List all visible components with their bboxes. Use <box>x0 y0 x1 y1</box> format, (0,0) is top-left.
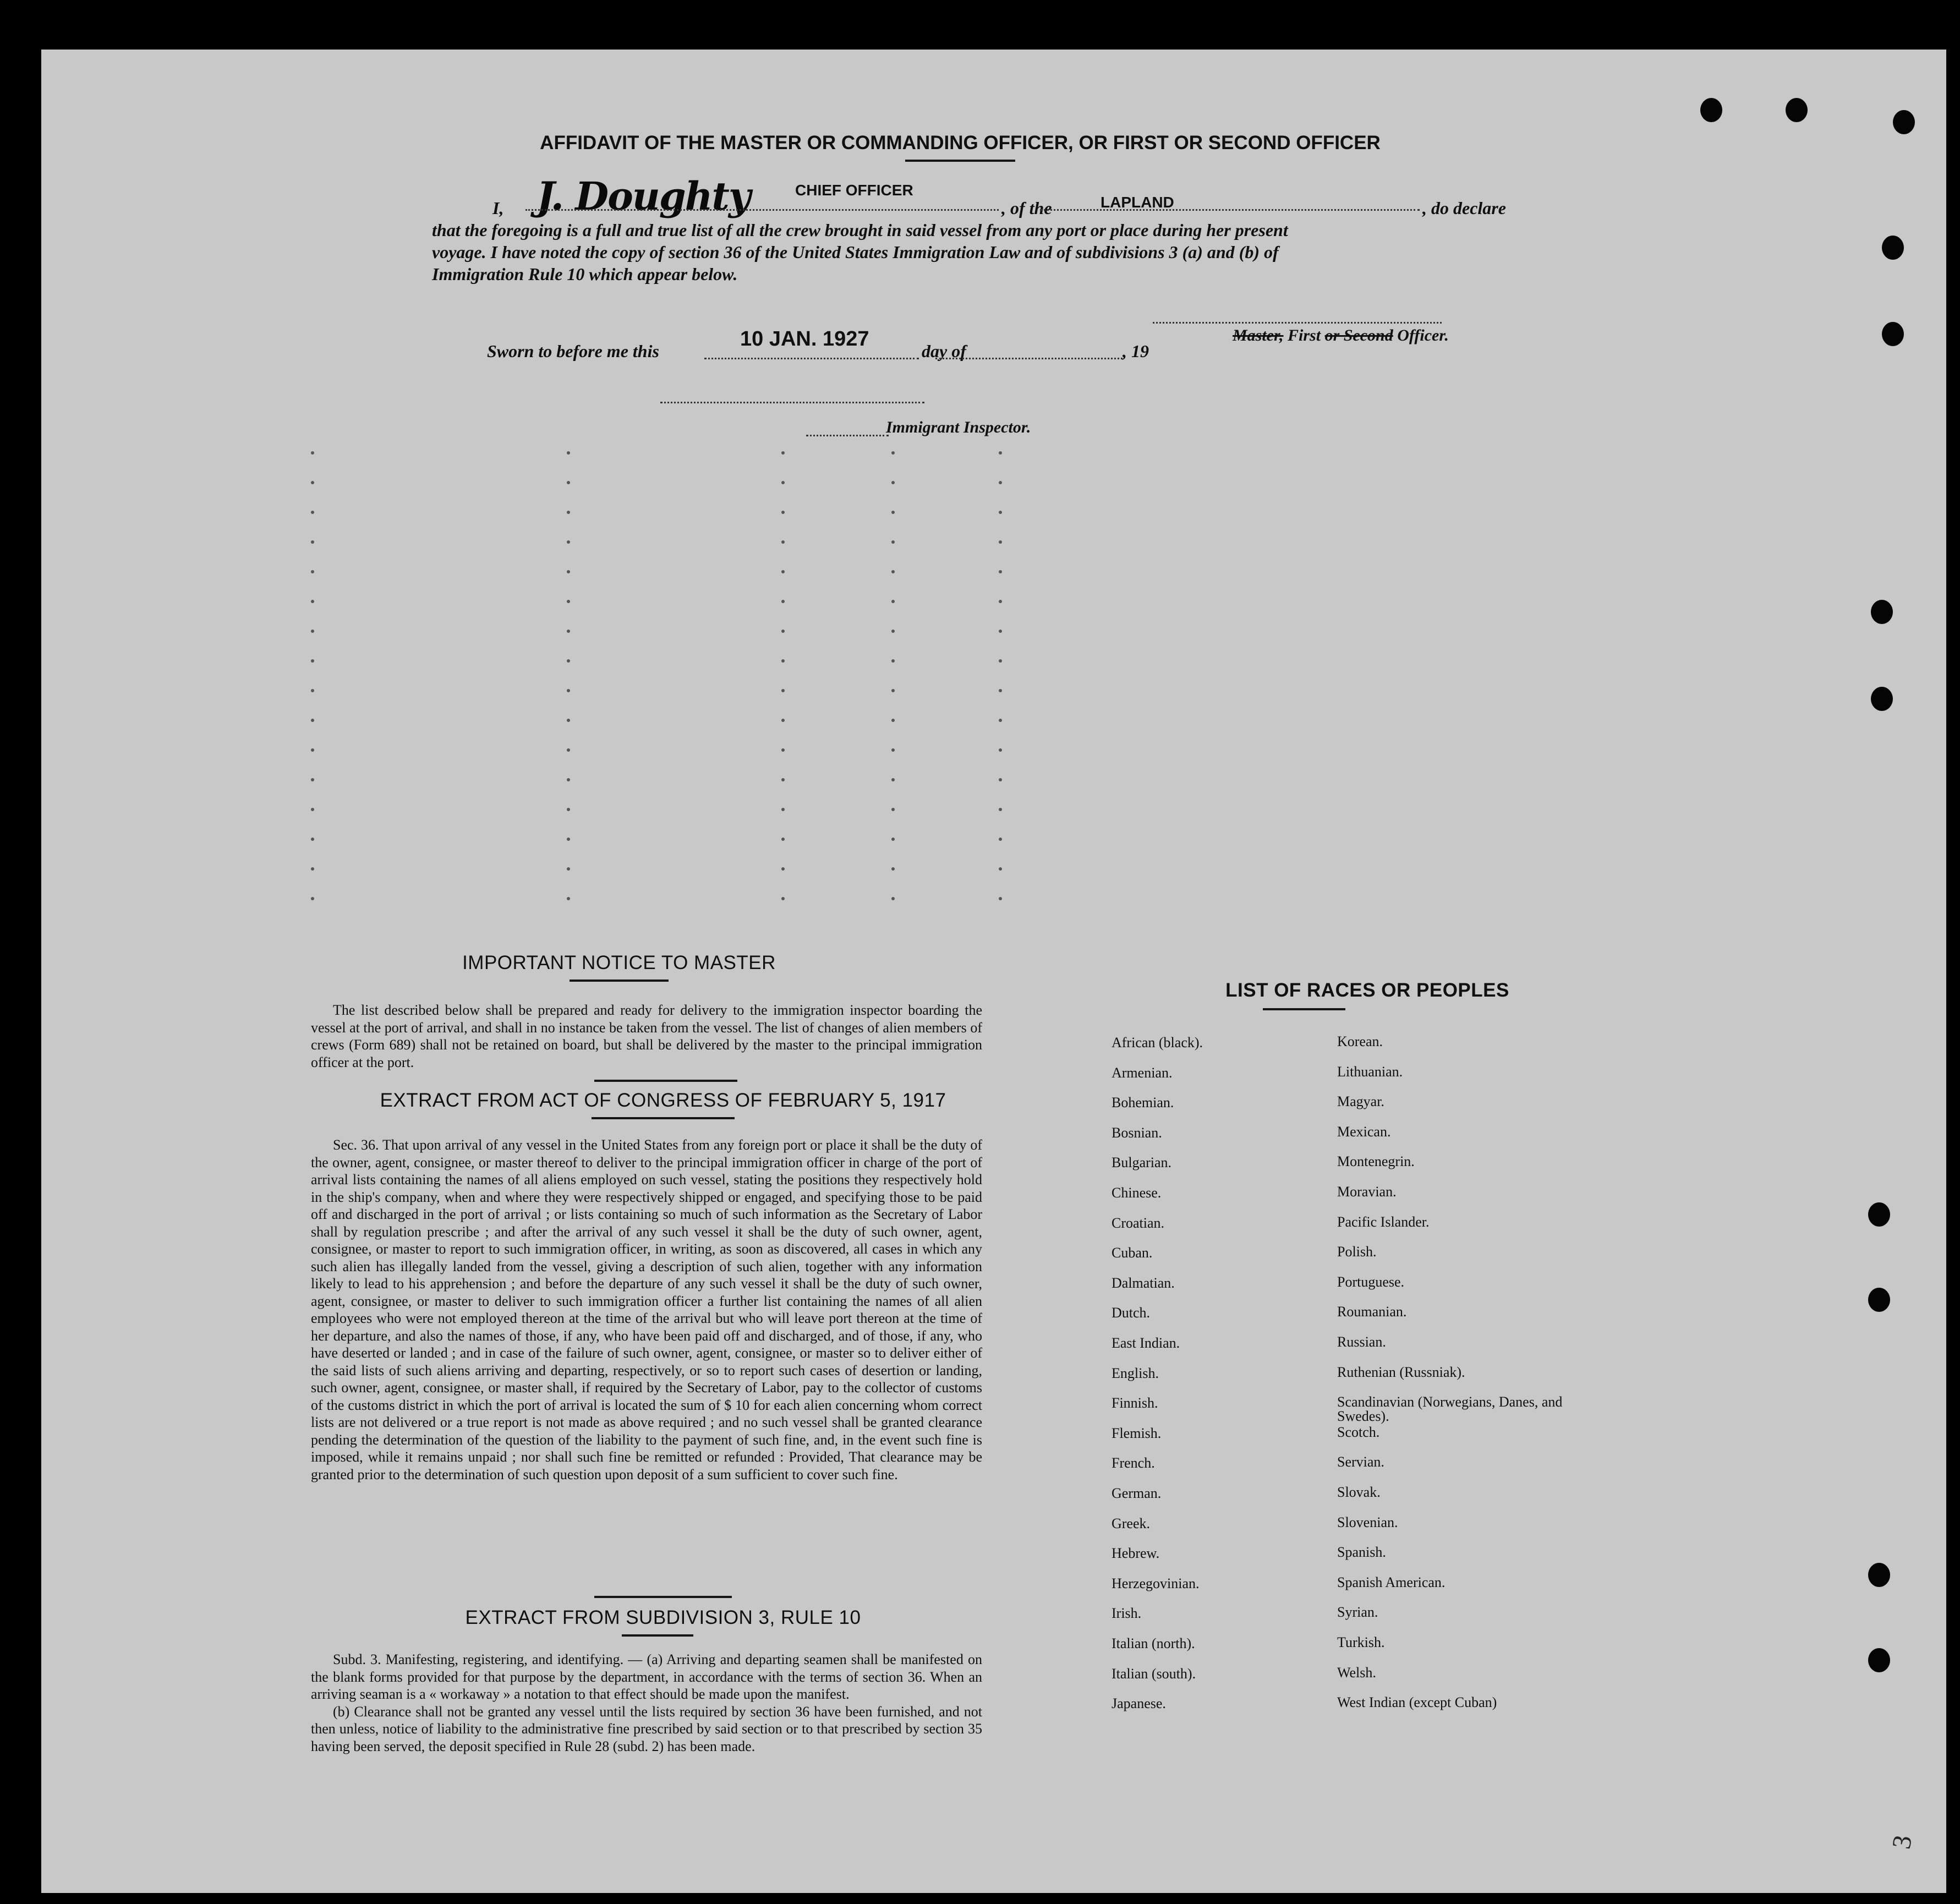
races-title: LIST OF RACES OR PEOPLES <box>1225 980 1509 1001</box>
race-entry: Dalmatian. <box>1112 1274 1175 1291</box>
bleed-dot <box>567 719 570 722</box>
year-label: , 19 <box>1123 341 1149 361</box>
bleed-dot <box>567 808 570 811</box>
struck-second: or Second <box>1324 326 1393 344</box>
bleed-dot <box>567 540 570 544</box>
bleed-dot <box>891 540 895 544</box>
binder-hole <box>1893 110 1915 134</box>
race-entry: Scandinavian (Norwegians, Danes, and Swedes). <box>1337 1394 1563 1425</box>
race-entry: Armenian. <box>1112 1064 1173 1081</box>
bleed-dot <box>311 808 314 811</box>
bleed-dot <box>781 808 785 811</box>
bleed-dot <box>891 600 895 603</box>
bleed-dot <box>781 748 785 752</box>
bleed-dot <box>311 600 314 603</box>
binder-hole <box>1882 322 1904 346</box>
bleed-dot <box>781 838 785 841</box>
bleed-dot <box>891 481 895 484</box>
bleed-dot <box>999 540 1002 544</box>
affidavit-line-2: that the foregoing is a full and true list of all the crew brought in said vessel from any port or place during her present <box>432 220 1288 240</box>
bleed-dot <box>311 570 314 573</box>
bleed-through-marks <box>41 50 1946 1893</box>
bleed-dot <box>781 540 785 544</box>
rank-stamp: CHIEF OFFICER <box>795 182 913 199</box>
officer-suffix: Officer. <box>1397 326 1449 344</box>
bleed-dot <box>567 481 570 484</box>
race-entry: Bulgarian. <box>1112 1155 1172 1171</box>
bleed-dot <box>781 719 785 722</box>
affidavit-title: AFFIDAVIT OF THE MASTER OR COMMANDING OFFICER, OR FIRST OR SECOND OFFICER <box>540 132 1381 154</box>
bleed-dot <box>999 570 1002 573</box>
bleed-dot <box>781 897 785 900</box>
bleed-dot <box>311 511 314 514</box>
race-entry: Spanish American. <box>1337 1574 1446 1590</box>
bleed-dot <box>999 630 1002 633</box>
race-entry: Russian. <box>1337 1334 1386 1350</box>
bleed-dot <box>567 689 570 692</box>
affidavit-i-label: I, <box>492 198 504 218</box>
bleed-dot <box>781 689 785 692</box>
bleed-dot <box>311 838 314 841</box>
document-sheet <box>41 50 1946 1893</box>
bleed-dot <box>311 897 314 900</box>
bleed-dot <box>999 897 1002 900</box>
race-entry: Slovak. <box>1337 1484 1381 1500</box>
race-entry: Scotch. <box>1337 1424 1380 1440</box>
race-entry: French. <box>1112 1455 1155 1471</box>
bleed-dot <box>891 570 895 573</box>
race-entry: Ruthenian (Russniak). <box>1337 1364 1465 1380</box>
corner-mark: 3 <box>1886 1833 1918 1851</box>
bleed-dot <box>999 600 1002 603</box>
bleed-dot <box>891 867 895 871</box>
bleed-dot <box>781 451 785 455</box>
race-entry: Lithuanian. <box>1337 1063 1403 1080</box>
bleed-dot <box>999 808 1002 811</box>
race-entry: Dutch. <box>1112 1305 1151 1321</box>
bleed-dot <box>311 659 314 663</box>
bleed-dot <box>311 778 314 781</box>
race-entry: Servian. <box>1337 1454 1384 1470</box>
race-entry: Spanish. <box>1337 1544 1386 1561</box>
race-entry: Finnish. <box>1112 1395 1158 1411</box>
race-entry: Flemish. <box>1112 1425 1162 1441</box>
bleed-dot <box>781 600 785 603</box>
race-entry: Greek. <box>1112 1515 1151 1531</box>
bleed-dot <box>567 570 570 573</box>
race-entry: Mexican. <box>1337 1123 1391 1140</box>
bleed-dot <box>999 659 1002 663</box>
race-entry: Pacific Islander. <box>1337 1213 1430 1230</box>
race-entry: Portuguese. <box>1337 1273 1405 1290</box>
bleed-dot <box>891 451 895 455</box>
inspector-label: Immigrant Inspector. <box>886 418 1031 436</box>
bleed-dot <box>567 838 570 841</box>
act-paragraph: Sec. 36. That upon arrival of any vessel in the United States from any foreign port or place it shall be the duty of the owner, agent, consignee, or master thereof to deliver to the principal immigration officer in charge of the port of arrival lists containing the names of all aliens employed on such vessel, stating the positions they respectively hold in the ship's company, when and where they were respectively shipped or engaged, and specifying those to be paid off and discharged in the port of arrival ; or lists containing so much of such information as the Secretary of Labor shall by regulation prescribe ; and after the arrival of any such vessel it shall be the duty of such owner, agent, consignee, or master to report to such immigration officer, in writing, as soon as discovered, all cases in which any such alien has illegally landed from the vessel, giving a description of such alien, together with any information likely to lead to his apprehension ; and before the departure of any such vessel it shall be the duty of such owner, agent, consignee, or master to deliver to such immigration officer a further list containing the names of all alien employees who were not employed thereon at the time of the arrival but who will leave port thereon at the time of her departure, and also the names of those, if any, who have been paid off and discharged, and of those, if any, who have deserted or landed ; and in case of the failure of such owner, agent, consignee, or master so to deliver either of the said lists of such aliens arriving and departing, respectively, or so to report such cases of desertion or landing, such owner, agent, consignee, or master shall, if required by the Secretary of Labor, pay to the collector of customs of the customs district in which the port of arrival is located the sum of $ 10 for each alien concerning whom correct lists are not delivered or a true report is not made as above required ; and no such vessel shall be granted clearance pending the determination of the question of the liability to the payment of such fine, and, in the event such fine is imposed, while it remains unpaid ; nor shall such fine be remitted or refunded : Provided, That clearance may be granted prior to the determination of such question upon deposit of a sum sufficient to cover such fine. <box>311 1137 982 1482</box>
bleed-dot <box>999 838 1002 841</box>
bleed-dot <box>999 689 1002 692</box>
notice-title: IMPORTANT NOTICE TO MASTER <box>462 952 776 973</box>
race-entry: Turkish. <box>1337 1634 1385 1650</box>
officer-first: First <box>1288 326 1321 344</box>
bleed-dot <box>781 867 785 871</box>
notice-paragraph: The list described below shall be prepared and ready for delivery to the immigration inspector boarding the vessel at the port of arrival, and shall in no instance be taken from the vessel. The list of changes of alien members of crews (Form 689) shall not be retained on board, but shall be delivered by the master to the principal immigration officer at the port. <box>311 1002 982 1070</box>
race-entry: East Indian. <box>1112 1335 1180 1351</box>
race-entry: Hebrew. <box>1112 1545 1160 1562</box>
race-entry: English. <box>1112 1365 1159 1381</box>
race-entry: German. <box>1112 1485 1162 1501</box>
bleed-dot <box>891 630 895 633</box>
race-entry: Croatian. <box>1112 1214 1165 1231</box>
race-entry: Moravian. <box>1337 1184 1397 1200</box>
bleed-dot <box>567 659 570 663</box>
race-entry: Herzegovinian. <box>1112 1575 1200 1591</box>
bleed-dot <box>311 540 314 544</box>
race-entry: Bosnian. <box>1112 1124 1162 1141</box>
binder-hole <box>1868 1202 1890 1227</box>
bleed-dot <box>999 511 1002 514</box>
day-of-label: day of <box>922 341 966 361</box>
race-entry: Korean. <box>1337 1033 1383 1049</box>
bleed-dot <box>891 897 895 900</box>
rule-paragraph-b: (b) Clearance shall not be granted any vessel until the lists required by section 36 have been furnished, and not then unless, notice of liability to the administrative fine prescribed by said section or to that prescribed by section 35 having been served, the deposit specified in Rule 28 (subd. 2) has been made. <box>311 1703 982 1754</box>
officer-signature: J. Doughty <box>536 173 750 219</box>
of-the-label: , of the <box>1001 198 1052 218</box>
bleed-dot <box>781 511 785 514</box>
race-entry: Italian (north). <box>1112 1635 1195 1651</box>
sworn-label: Sworn to before me this <box>487 341 659 361</box>
bleed-dot <box>999 481 1002 484</box>
bleed-dot <box>781 659 785 663</box>
sworn-date-stamp: 10 JAN. 1927 <box>740 327 869 351</box>
bleed-dot <box>891 511 895 514</box>
race-entry: Slovenian. <box>1337 1514 1398 1530</box>
bleed-dot <box>781 481 785 484</box>
race-entry: African (black). <box>1112 1035 1203 1051</box>
race-entry: Japanese. <box>1112 1695 1166 1712</box>
bleed-dot <box>567 897 570 900</box>
do-declare-label: , do declare <box>1422 198 1506 218</box>
race-entry: West Indian (except Cuban) <box>1337 1694 1497 1711</box>
bleed-dot <box>567 600 570 603</box>
race-entry: Polish. <box>1337 1244 1377 1260</box>
binder-hole <box>1868 1563 1890 1587</box>
race-entry: Welsh. <box>1337 1664 1376 1681</box>
bleed-dot <box>567 451 570 455</box>
struck-master: Master, <box>1233 326 1284 344</box>
bleed-dot <box>567 778 570 781</box>
bleed-dot <box>891 689 895 692</box>
bleed-dot <box>781 630 785 633</box>
race-entry: Montenegrin. <box>1337 1153 1415 1170</box>
bleed-dot <box>891 838 895 841</box>
binder-hole <box>1700 98 1722 122</box>
bleed-dot <box>891 719 895 722</box>
bleed-dot <box>567 630 570 633</box>
bleed-dot <box>999 719 1002 722</box>
bleed-dot <box>781 778 785 781</box>
race-entry: Italian (south). <box>1112 1665 1196 1682</box>
binder-hole <box>1882 236 1904 260</box>
bleed-dot <box>891 748 895 752</box>
race-entry: Roumanian. <box>1337 1304 1407 1320</box>
affidavit-line-4: Immigration Rule 10 which appear below. <box>432 264 738 284</box>
bleed-dot <box>891 659 895 663</box>
binder-hole <box>1871 600 1893 624</box>
act-title: EXTRACT FROM ACT OF CONGRESS OF FEBRUARY 5, 1917 <box>380 1090 946 1111</box>
bleed-dot <box>567 748 570 752</box>
bleed-dot <box>567 511 570 514</box>
binder-hole <box>1786 98 1808 122</box>
bleed-dot <box>999 778 1002 781</box>
bleed-dot <box>999 867 1002 871</box>
affidavit-line-3: voyage. I have noted the copy of section 36 of the United States Immigration Law and of subdivisions 3 (a) and (b) of <box>432 242 1279 262</box>
bleed-dot <box>567 867 570 871</box>
binder-hole <box>1868 1648 1890 1672</box>
bleed-dot <box>311 867 314 871</box>
race-entry: Magyar. <box>1337 1093 1384 1110</box>
race-entry: Chinese. <box>1112 1185 1162 1201</box>
binder-hole <box>1871 687 1893 711</box>
bleed-dot <box>311 689 314 692</box>
bleed-dot <box>311 630 314 633</box>
bleed-dot <box>311 451 314 455</box>
vessel-name: LAPLAND <box>1101 194 1174 211</box>
bleed-dot <box>999 748 1002 752</box>
race-entry: Bohemian. <box>1112 1095 1174 1111</box>
binder-hole <box>1868 1288 1890 1312</box>
bleed-dot <box>891 778 895 781</box>
rule-title: EXTRACT FROM SUBDIVISION 3, RULE 10 <box>465 1607 861 1628</box>
bleed-dot <box>781 570 785 573</box>
race-entry: Syrian. <box>1337 1604 1378 1621</box>
race-entry: Cuban. <box>1112 1245 1153 1261</box>
bleed-dot <box>891 808 895 811</box>
bleed-dot <box>311 748 314 752</box>
race-entry: Irish. <box>1112 1605 1142 1622</box>
bleed-dot <box>311 719 314 722</box>
bleed-dot <box>311 481 314 484</box>
bleed-dot <box>999 451 1002 455</box>
rule-paragraph-a: Subd. 3. Manifesting, registering, and identifying. — (a) Arriving and departing seamen shall be manifested on the blank forms provided for that purpose by the department, in accordance with the terms of section 36. When an arriving seaman is a « workaway » a notation to that effect should be made upon the manifest. <box>311 1651 982 1702</box>
